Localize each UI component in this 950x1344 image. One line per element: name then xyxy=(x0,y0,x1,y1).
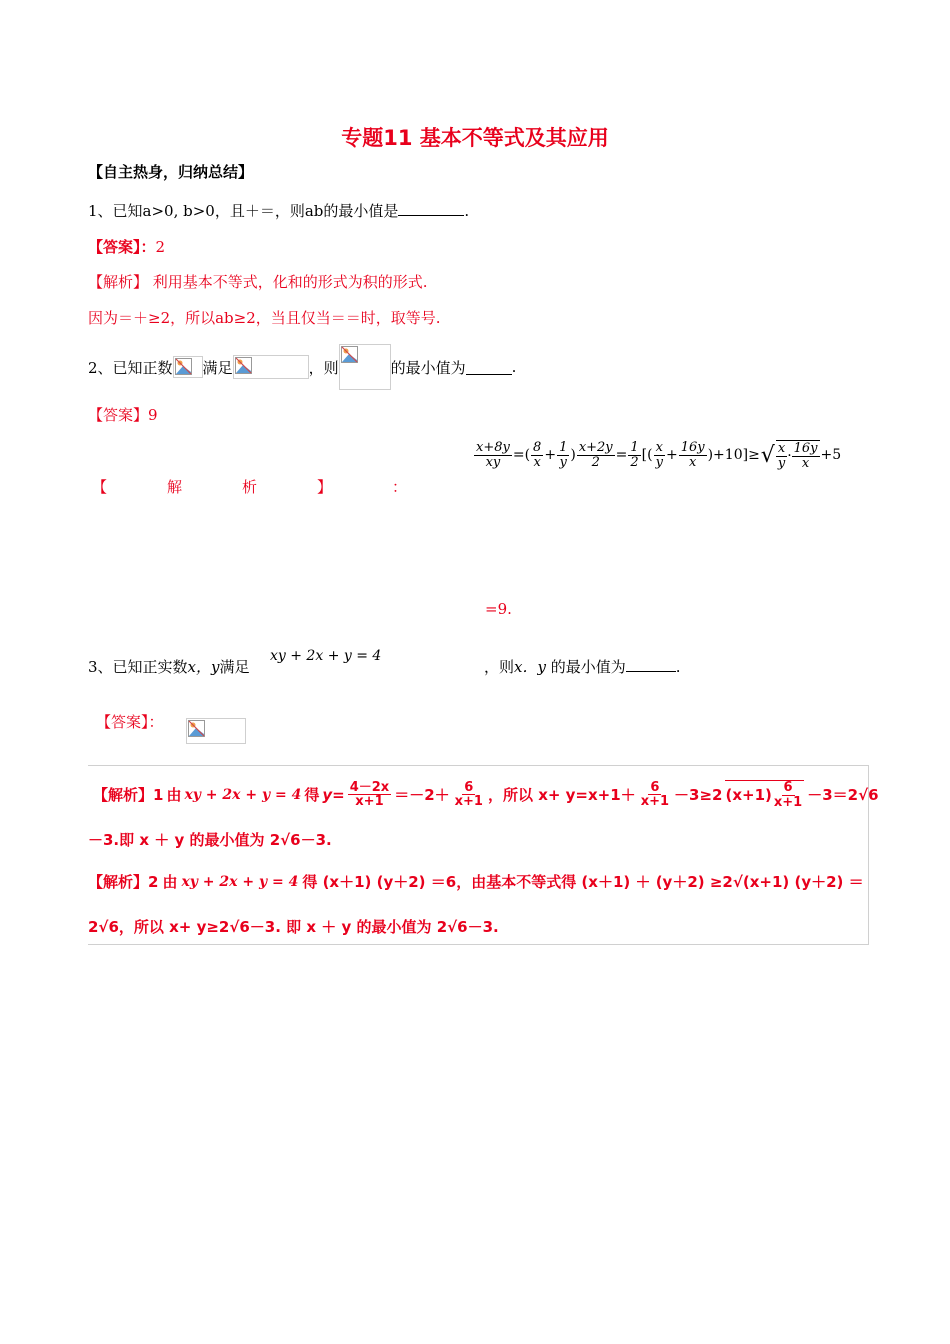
analysis-label: 【解析】 xyxy=(88,273,149,291)
question-1-analysis xyxy=(88,271,428,292)
analysis-char: 】 xyxy=(316,478,332,496)
question-2-result: =9. xyxy=(485,600,512,618)
question-3-analysis-2 xyxy=(88,871,864,892)
answer-value: 9 xyxy=(148,406,158,424)
fraction: $\frac{16y}{x}$ xyxy=(680,440,705,470)
question-2-answer xyxy=(88,404,158,425)
question-3-vars: x，y xyxy=(187,658,220,676)
answer-blank xyxy=(626,657,676,672)
analysis-condition: xy + 2x + y = 4 xyxy=(181,873,299,890)
question-3-end: . xyxy=(675,658,681,676)
analysis-label: 【解析】1 xyxy=(93,786,164,805)
box-border-bottom xyxy=(88,944,869,945)
fraction: $\frac{4-2x}{x+1}$ xyxy=(349,779,390,810)
question-3-analysis-1-line2: －3.即 x ＋ y 的最小值为 2√6－3. xyxy=(88,831,332,849)
analysis-text: 利用基本不等式，化和的形式为积的形式. xyxy=(148,273,428,291)
question-2-analysis-label xyxy=(92,476,407,497)
section-heading: 【自主热身，归纳总结】 xyxy=(88,163,254,181)
fraction: $\frac{6}{x+1}$ xyxy=(640,779,670,810)
broken-image-icon xyxy=(233,355,309,379)
question-3-suffix: 的最小值为 xyxy=(550,658,626,676)
fraction: $\frac{8}{x}$ xyxy=(533,440,542,470)
fraction: $\frac{x}{y}$ xyxy=(655,440,663,470)
question-2-mid1: 满足 xyxy=(202,358,233,377)
question-3-expr: x．y xyxy=(514,658,546,676)
broken-image-icon xyxy=(173,356,203,378)
question-2-mid2: ，则 xyxy=(308,358,339,377)
page-title: 专题11 基本不等式及其应用 xyxy=(341,126,609,150)
formula-tail: )+10]≥ xyxy=(707,447,760,464)
analysis-text: 得 xyxy=(304,786,320,805)
analysis-text: ，所以 x+ y=x+1＋ xyxy=(487,786,636,805)
analysis-text: y= xyxy=(322,785,345,804)
question-1-answer xyxy=(88,236,165,257)
answer-blank xyxy=(398,201,464,216)
analysis-text: －3≥2 xyxy=(674,786,723,805)
fraction: $\frac{6}{x+1}$ xyxy=(454,779,483,810)
analysis-label: 【解析】2 xyxy=(88,873,159,891)
analysis-text: 得 (x＋1) (y＋2) ＝6，由基本不等式得 (x＋1) ＋ (y＋2) ≥2√(x+1) (y＋2) ＝ xyxy=(302,873,864,891)
question-1-end: . xyxy=(464,202,470,220)
question-1-text: 1、已知a>0, b>0，且＋＝，则ab的最小值是 xyxy=(88,202,399,220)
formula-plus5: +5 xyxy=(820,447,842,464)
analysis-text: ＝－2＋ xyxy=(394,786,450,805)
fraction: $\frac{x}{y}$ xyxy=(777,441,786,471)
question-3-tail xyxy=(484,656,681,677)
analysis-char: 析 xyxy=(241,478,257,496)
analysis-char: ： xyxy=(391,478,407,496)
fraction: $\frac{6}{x+1}$ xyxy=(773,780,803,810)
question-3-answer xyxy=(186,718,246,744)
analysis-char: 解 xyxy=(166,478,182,496)
broken-image-icon xyxy=(339,344,391,390)
box-border-top xyxy=(88,765,868,766)
sqrt-content: (x+1) $\frac{6}{x+1}$ xyxy=(725,780,803,810)
fraction: $\frac{1}{2}$ xyxy=(630,440,639,470)
answer-label: 【答案】 xyxy=(88,406,149,424)
question-2-end: . xyxy=(511,358,517,376)
question-3 xyxy=(88,656,250,677)
answer-value: 2 xyxy=(155,238,166,256)
fraction: $\frac{x+2y}{2}$ xyxy=(578,440,613,470)
question-2 xyxy=(88,344,516,390)
question-2-formula: $\frac{x+8y}{xy}$ =( $\frac{8}{x}$ + $\frac{1}{y}$ ) $\frac{x+2y}{2}$ = $\frac{1}{2}$ [( $\frac{x}{y}$ + $\frac{16y}{x}$ )+10]≥ √ $\frac{x}{y}$ · $\frac{16y}{x}$ +5 xyxy=(476,440,842,471)
question-1 xyxy=(88,200,469,221)
fraction: $\frac{16y}{x}$ xyxy=(793,441,818,471)
question-3-prefix: 3、已知正实数 xyxy=(88,658,188,676)
analysis-condition: xy + 2x + y = 4 xyxy=(184,786,302,803)
question-3-condition: xy + 2x + y = 4 xyxy=(270,648,382,664)
question-3-analysis-2-line2: 2√6，所以 x+ y≥2√6－3. 即 x ＋ y 的最小值为 2√6－3. xyxy=(88,918,499,936)
fraction: $\frac{1}{y}$ xyxy=(559,440,568,470)
question-3-then: ，则 xyxy=(484,658,515,676)
analysis-text: －3＝2√6 xyxy=(807,786,879,805)
question-2-suffix: 的最小值为 xyxy=(390,358,466,377)
answer-label: 【答案】： xyxy=(88,238,156,256)
question-3-answer-label: 【答案】： xyxy=(96,713,164,731)
question-2-prefix: 2、已知正数 xyxy=(88,358,173,377)
question-1-analysis-line2: 因为＝＋≥2，所以ab≥2，当且仅当＝＝时，取等号. xyxy=(88,309,441,327)
analysis-char: 【 xyxy=(92,478,108,496)
broken-image-icon xyxy=(186,718,246,744)
analysis-text: 由 xyxy=(166,786,182,805)
fraction: $\frac{x+8y}{xy}$ xyxy=(476,440,510,470)
question-3-analysis-1 xyxy=(93,780,879,809)
analysis-text: 由 xyxy=(162,873,178,891)
sqrt-content: $\frac{x}{y}$ · $\frac{16y}{x}$ xyxy=(777,441,818,471)
question-3-mid: 满足 xyxy=(219,658,250,676)
answer-blank xyxy=(466,360,512,375)
sqrt-sign: √ xyxy=(760,442,775,468)
